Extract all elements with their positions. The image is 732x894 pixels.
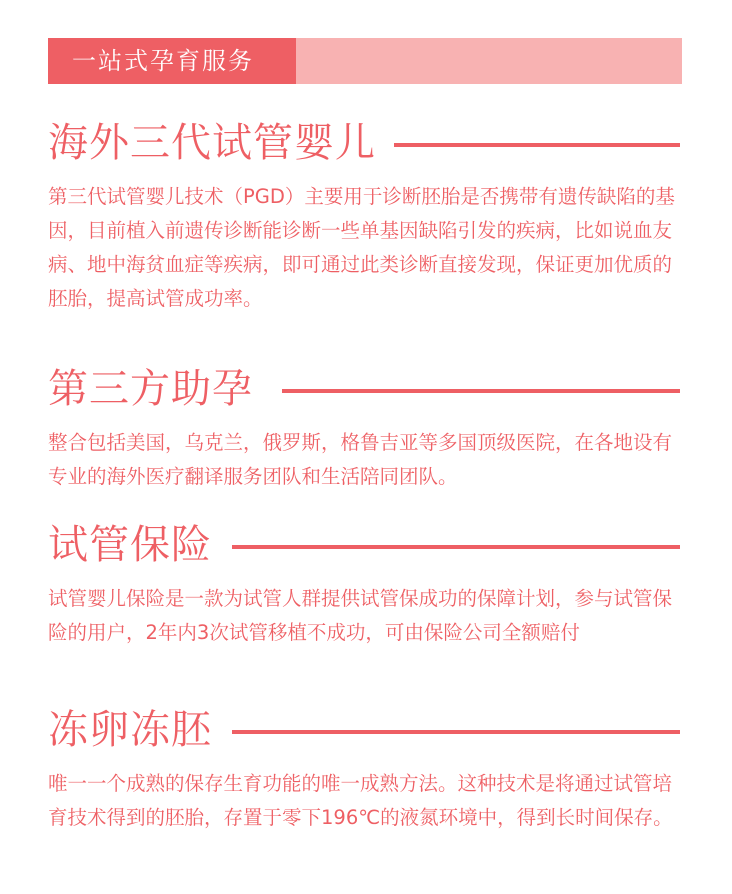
title-rule — [282, 389, 680, 393]
section-egg-embryo-freezing — [48, 703, 688, 835]
section-title: 冻卵冻胚 — [48, 707, 212, 753]
section-body: 第三代试管婴儿技术（PGD）主要用于诊断胚胎是否携带有遗传缺陷的基因，目前植入前遗传诊断能诊断一些单基因缺陷引发的疾病，比如说血友病、地中海贫血症等疾病，即可通过此类诊断直接发现，保证更加优质的胚胎，提高试管成功率。 — [48, 185, 675, 310]
section-banner — [48, 38, 682, 84]
title-rule — [232, 545, 680, 549]
section-title: 试管保险 — [48, 522, 212, 568]
section-body: 试管婴儿保险是一款为试管人群提供试管保成功的保障计划，参与试管保险的用户，2年内3次试管移植不成功，可由保险公司全额赔付 — [48, 587, 673, 644]
section-title: 第三方助孕 — [48, 366, 253, 412]
section-header — [48, 703, 688, 759]
section-header — [48, 116, 688, 172]
title-rule — [232, 730, 680, 734]
section-header — [48, 518, 688, 574]
section-surrogacy — [48, 362, 688, 494]
section-body: 唯一一个成熟的保存生育功能的唯一成熟方法。这种技术是将通过试管培育技术得到的胚胎，存置于零下196℃的液氮环境中，得到长时间保存。 — [48, 772, 673, 829]
title-rule — [394, 143, 680, 147]
banner-label: 一站式孕育服务 — [48, 38, 296, 84]
section-ivf-insurance — [48, 518, 688, 650]
section-body: 整合包括美国，乌克兰，俄罗斯，格鲁吉亚等多国顶级医院，在各地设有专业的海外医疗翻译服务团队和生活陪同团队。 — [48, 431, 673, 488]
section-title: 海外三代试管婴儿 — [48, 120, 376, 166]
section-header — [48, 362, 688, 418]
section-overseas-ivf — [48, 116, 688, 316]
